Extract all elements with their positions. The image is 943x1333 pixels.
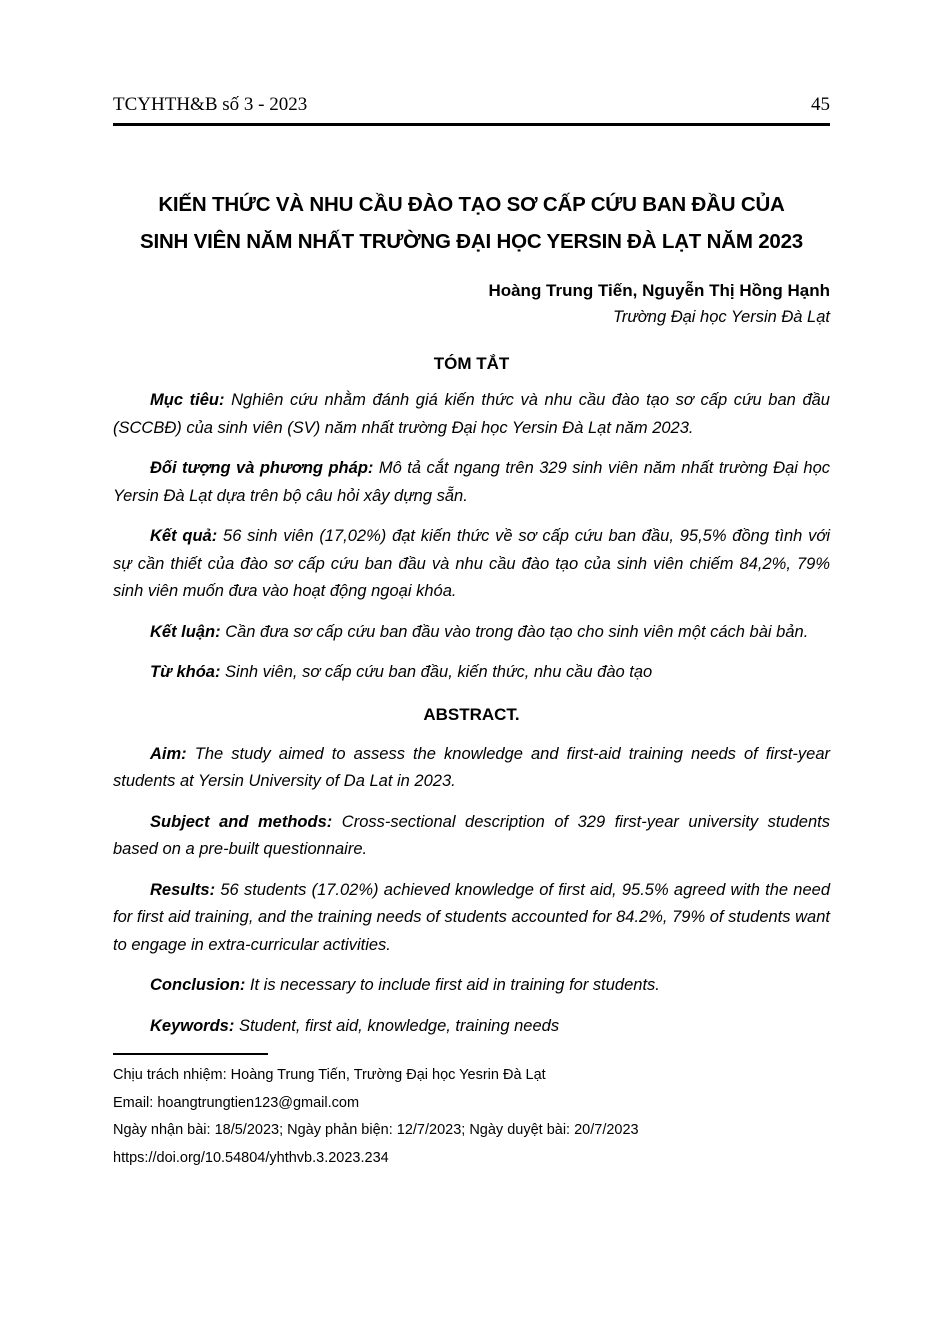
paragraph-text: 56 sinh viên (17,02%) đạt kiến thức về sơ cấp cứu ban đầu, 95,5% đồng tình với sự cần thiết của đào sơ cấp cứu ban đầu và nhu cầu đào tạo của sinh viên chiếm 84,2%, 79% sinh viên muốn đưa vào hoạt động ngoại khóa. <box>113 527 831 600</box>
paragraph-label: Đối tượng và phương pháp: <box>150 459 374 477</box>
article-title <box>113 186 830 260</box>
paragraph-text: Nghiên cứu nhằm đánh giá kiến thức và nhu cầu đào tạo sơ cấp cứu ban đầu (SCCBĐ) của sinh viên (SV) năm nhất trường Đại học Yersin Đà Lạt năm 2023. <box>113 391 830 437</box>
paragraph-text: The study aimed to assess the knowledge and first-aid training needs of first-year students at Yersin University of Da Lat in 2023. <box>113 744 830 790</box>
abstract-vi-paragraph-objective <box>113 387 830 442</box>
paragraph-label: Kết quả: <box>150 527 218 545</box>
paragraph-label: Subject and methods: <box>150 812 333 831</box>
paragraph-text: 56 students (17.02%) achieved knowledge of first aid, 95.5% agreed with the need for first aid training, and the training needs of students accounted for 84.2%, 79% of students want to engage in extra-curricular activities. <box>113 880 830 954</box>
paragraph-label: Conclusion: <box>150 976 246 994</box>
byline <box>113 278 830 330</box>
abstract-vi-paragraph-results <box>113 523 830 606</box>
paragraph-text: Mô tả cắt ngang trên 329 sinh viên năm nhất trường Đại học Yersin Đà Lạt dựa trên bộ câu hỏi xây dựng sẵn. <box>113 459 830 505</box>
page-number: 45 <box>811 94 830 115</box>
author-affiliation: Trường Đại học Yersin Đà Lạt <box>612 308 830 326</box>
paragraph-text: Sinh viên, sơ cấp cứu ban đầu, kiến thức, nhu cầu đào tạo <box>225 663 653 681</box>
paragraph-text: It is necessary to include first aid in training for students. <box>249 976 660 994</box>
footnote-rule <box>113 1053 268 1055</box>
abstract-vi-keywords <box>113 659 830 687</box>
paragraph-label: Results: <box>150 880 216 899</box>
abstract-vi-heading: TÓM TẮT <box>433 354 510 373</box>
abstract-vi-paragraph-methods <box>113 455 830 510</box>
footnote-dates: Ngày nhận bài: 18/5/2023; Ngày phản biện: 12/7/2023; Ngày duyệt bài: 20/7/2023 <box>113 1122 639 1138</box>
abstract-en-paragraph-conclusion <box>113 972 830 1000</box>
paragraph-text: Cần đưa sơ cấp cứu ban đầu vào trong đào tạo cho sinh viên một cách bài bản. <box>225 622 809 641</box>
abstract-en-paragraph-methods <box>113 809 830 864</box>
paragraph-label: Từ khóa: <box>150 663 221 681</box>
running-head <box>113 0 830 126</box>
paragraph-text: Cross-sectional description of 329 first-year university students based on a pre-built questionnaire. <box>113 812 830 858</box>
abstract-en-heading: ABSTRACT. <box>423 704 520 724</box>
abstract-vi-paragraph-conclusion <box>113 619 830 647</box>
journal-name: TCYHTH&B số 3 - 2023 <box>113 94 308 115</box>
author-names: Hoàng Trung Tiến, Nguyễn Thị Hồng Hạnh <box>488 281 830 300</box>
article-title-line-1: KIẾN THỨC VÀ NHU CẦU ĐÀO TẠO SƠ CẤP CỨU BAN ĐẦU CỦA <box>158 193 785 216</box>
paragraph-label: Keywords: <box>150 1016 235 1035</box>
paragraph-text: Student, first aid, knowledge, training needs <box>238 1016 560 1035</box>
paragraph-label: Kết luận: <box>150 622 221 641</box>
abstract-en-paragraph-results <box>113 877 830 960</box>
abstract-en-keywords <box>113 1013 830 1041</box>
paragraph-label: Mục tiêu: <box>150 391 225 409</box>
abstract-en-paragraph-aim <box>113 741 830 796</box>
footnote-responsibility: Chịu trách nhiệm: Hoàng Trung Tiến, Trường Đại học Yesrin Đà Lạt <box>113 1067 546 1083</box>
footnote-doi: https://doi.org/10.54804/yhthvb.3.2023.234 <box>113 1149 389 1166</box>
article-title-line-2: SINH VIÊN NĂM NHẤT TRƯỜNG ĐẠI HỌC YERSIN ĐÀ LẠT NĂM 2023 <box>139 230 804 253</box>
paragraph-label: Aim: <box>150 744 187 763</box>
footnote-block <box>113 1053 830 1172</box>
footnote-email: Email: hoangtrungtien123@gmail.com <box>113 1094 360 1111</box>
